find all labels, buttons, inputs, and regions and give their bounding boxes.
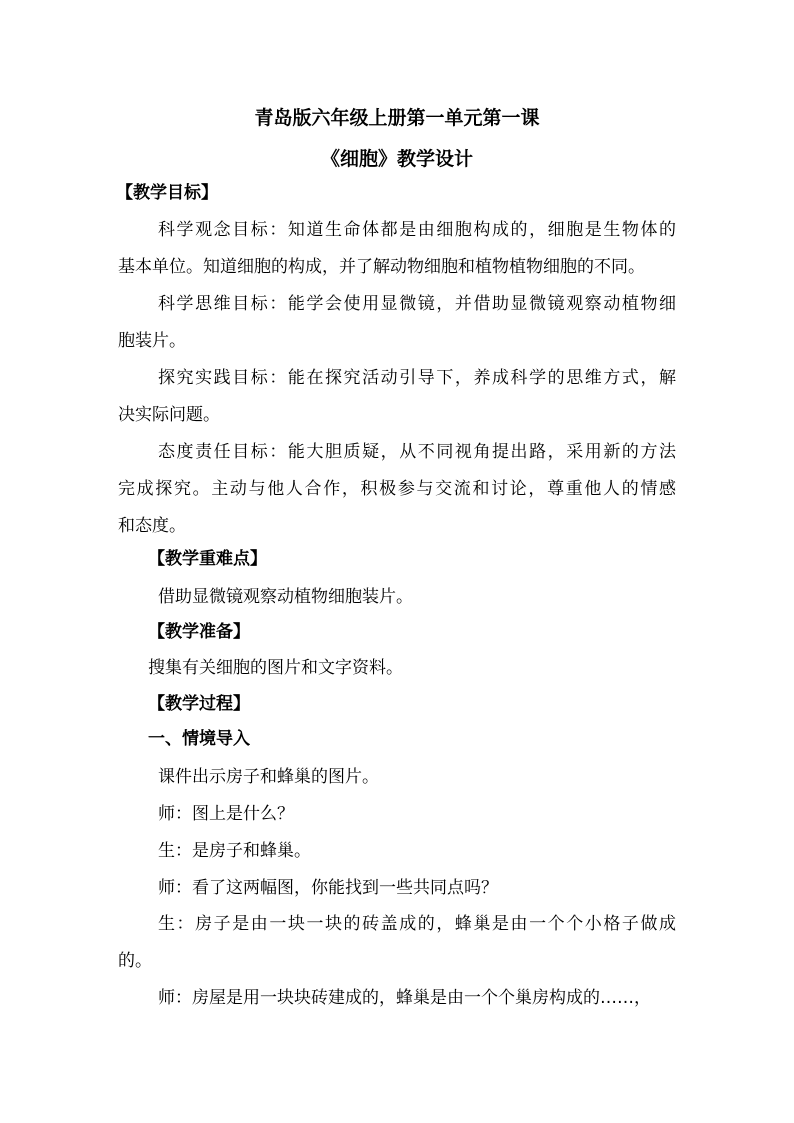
preparation-text: 搜集有关细胞的图片和文字资料。: [148, 658, 403, 678]
paragraph-teacher-question-1: 师：图上是什么？: [158, 804, 294, 824]
goal-practice-line-2: 决实际问题。: [118, 405, 220, 425]
paragraph-teacher-statement: 师：房屋是用一块块砖建成的，蜂巢是由一个个巢房构成的……，: [158, 988, 651, 1008]
paragraph-student-answer-2-line-2: 的。: [118, 951, 152, 971]
goal-attitude-line-2: 完成探究。主动与他人合作，积极参与交流和讨论，尊重他人的情感: [118, 479, 676, 499]
goal-attitude-line-3: 和态度。: [118, 516, 186, 536]
section-1-heading: 一、情境导入: [148, 729, 250, 749]
goal-attitude-line-1: 态度责任目标：能大胆质疑，从不同视角提出路，采用新的方法: [158, 442, 676, 462]
paragraph-courseware: 课件出示房子和蜂巢的图片。: [158, 767, 379, 787]
preparation-heading: 【教学准备】: [148, 622, 250, 642]
paragraph-student-answer-2-line-1: 生：房子是由一块一块的砖盖成的，蜂巢是由一个个小格子做成: [158, 914, 676, 934]
key-points-text: 借助显微镜观察动植物细胞装片。: [158, 587, 413, 607]
key-points-heading: 【教学重难点】: [148, 549, 267, 569]
goal-science-concept-line-2: 基本单位。知道细胞的构成，并了解动物细胞和植物植物细胞的不同。: [118, 257, 645, 277]
document-title-line-1: 青岛版六年级上册第一单元第一课: [254, 107, 540, 129]
paragraph-student-answer-1: 生：是房子和蜂巢。: [158, 841, 311, 861]
goal-science-thinking-line-1: 科学思维目标：能学会使用显微镜，并借助显微镜观察动植物细: [158, 294, 676, 314]
goal-practice-line-1: 探究实践目标：能在探究活动引导下，养成科学的思维方式，解: [158, 368, 676, 388]
document-title-line-2: 《细胞》教学设计: [320, 148, 473, 170]
process-heading: 【教学过程】: [148, 694, 250, 714]
teaching-goals-heading: 【教学目标】: [116, 183, 218, 203]
goal-science-concept-line-1: 科学观念目标：知道生命体都是由细胞构成的，细胞是生物体的: [158, 220, 676, 240]
paragraph-teacher-question-2: 师：看了这两幅图，你能找到一些共同点吗？: [158, 878, 498, 898]
goal-science-thinking-line-2: 胞装片。: [118, 331, 186, 351]
